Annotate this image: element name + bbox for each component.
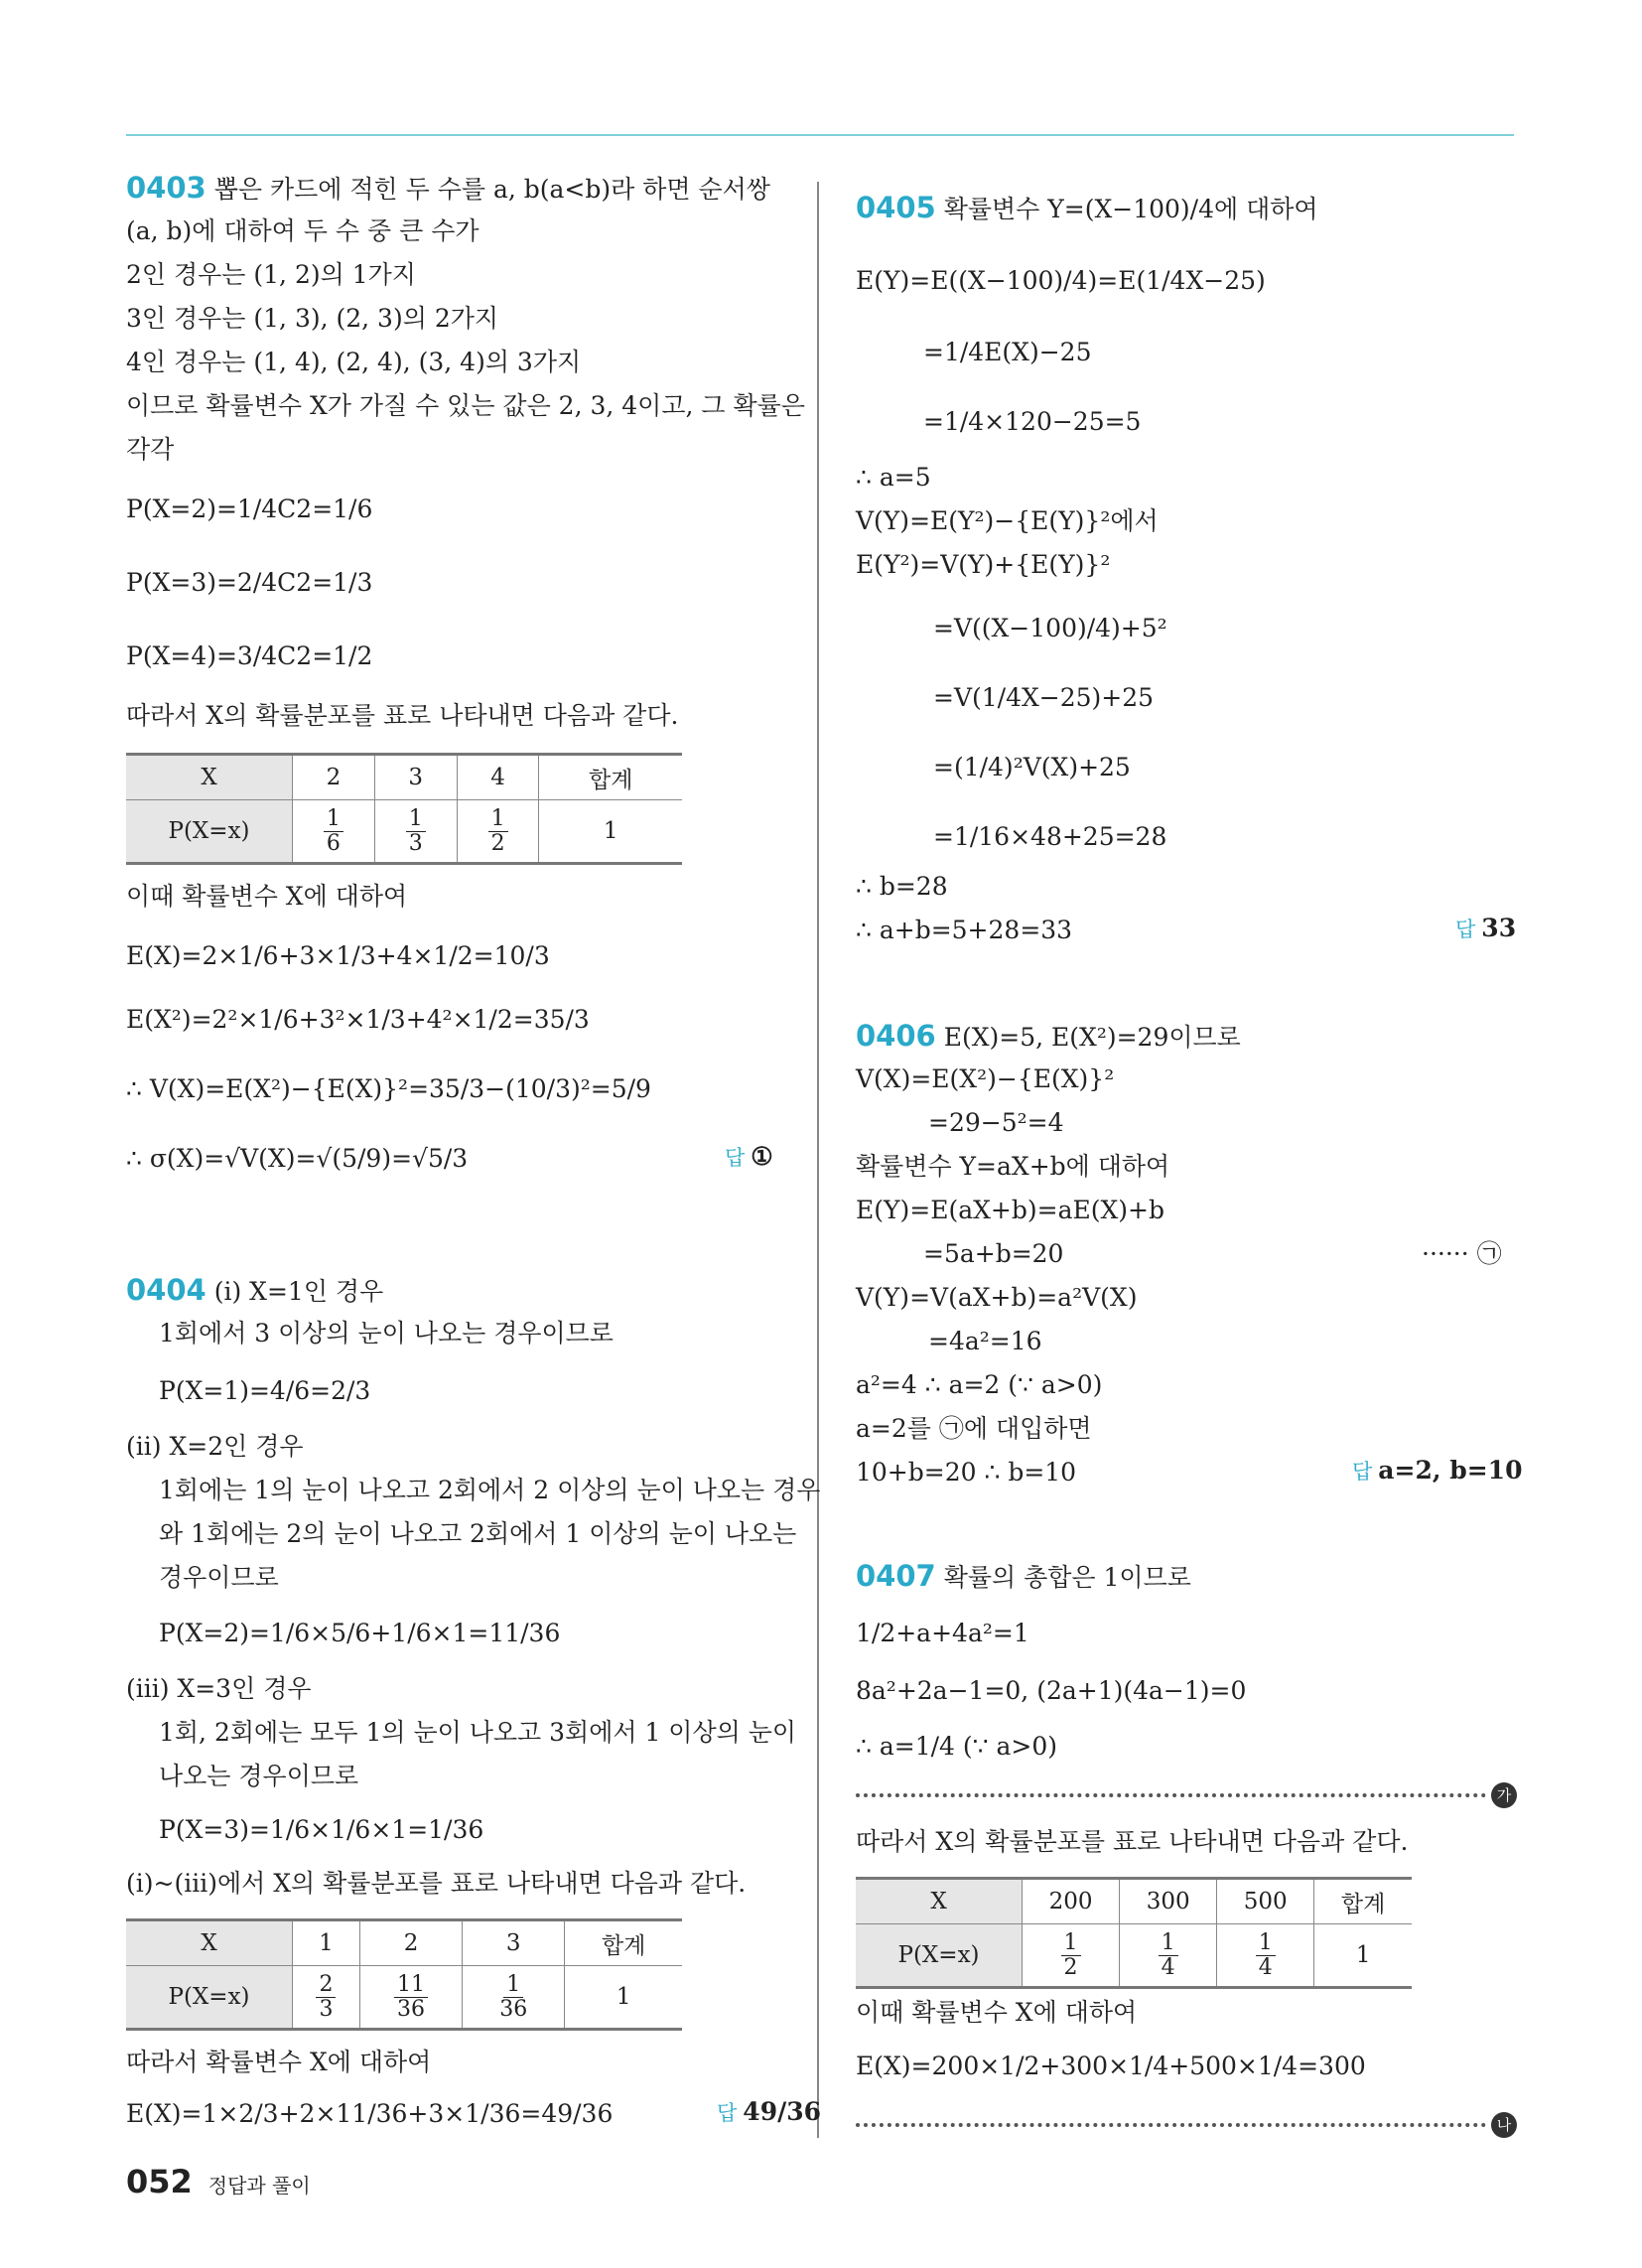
- p406-t: 확률변수 Y=aX+b에 대하여: [856, 1152, 1170, 1181]
- table-prob-cell: $\frac{1}{4}$: [1217, 1924, 1314, 1988]
- table-prob-cell: $\frac{1}{6}$: [293, 800, 375, 864]
- table-header-x: X: [126, 1920, 293, 1966]
- p404-case3-desc2: 나오는 경우이므로: [159, 1762, 359, 1790]
- p404-case2: (ii) X=2인 경우: [126, 1432, 304, 1461]
- section-mark-na: 나: [1491, 2112, 1517, 2138]
- page-number: 052: [126, 2163, 193, 2200]
- p405-e2: =1/4E(X)−25: [923, 338, 1092, 366]
- table-x-value: 300: [1120, 1879, 1217, 1924]
- p404-case3: (iii) X=3인 경우: [126, 1674, 312, 1703]
- p403-then: 이때 확률변수 X에 대하여: [126, 882, 408, 911]
- table-total-header: 합계: [565, 1920, 682, 1966]
- p405-e1: E(Y)=E((X−100)/4)=E(1/4X−25): [856, 266, 1266, 295]
- p406-intro: 0406 E(X)=5, E(X²)=29이므로: [856, 1019, 1241, 1053]
- table-prob-cell: $\frac{1}{36}$: [463, 1966, 565, 2030]
- table-header-p: P(X=x): [126, 800, 293, 864]
- p403-prob4: P(X=4)=3/4C2=1/2: [126, 641, 373, 670]
- p406-e2: =5a+b=20: [923, 1239, 1064, 1268]
- p403-ex2: E(X²)=2²×1/6+3²×1/3+4²×1/2=35/3: [126, 1005, 590, 1034]
- p403-text2: 각각: [126, 435, 175, 464]
- p403-sx: ∴ σ(X)=√V(X)=√(5/9)=√5/3: [126, 1144, 469, 1173]
- p407-s3: ∴ a=1/4 (∵ a>0): [856, 1732, 1058, 1761]
- table-total-cell: 1: [1314, 1924, 1412, 1988]
- p405-e3: =1/4×120−25=5: [923, 407, 1142, 436]
- p407-dist-intro: 따라서 X의 확률분포를 표로 나타내면 다음과 같다.: [856, 1827, 1409, 1856]
- p403-vx: ∴ V(X)=E(X²)−{E(X)}²=35/3−(10/3)²=5/9: [126, 1074, 651, 1103]
- table-x-value: 3: [374, 755, 457, 800]
- p404-case2-prob: P(X=2)=1/6×5/6+1/6×1=11/36: [159, 1619, 561, 1647]
- p406-eq-tag: ······ ㉠: [1422, 1239, 1502, 1268]
- table-prob-cell: $\frac{2}{3}$: [293, 1966, 360, 2030]
- p403-answer: 답 ①: [725, 1142, 773, 1171]
- table-x-value: 2: [359, 1920, 462, 1966]
- p405-v5: =(1/4)²V(X)+25: [933, 753, 1131, 781]
- p404-case1-prob: P(X=1)=4/6=2/3: [159, 1376, 371, 1405]
- p406-v3: V(Y)=V(aX+b)=a²V(X): [856, 1283, 1138, 1312]
- p403-case4: 4인 경우는 (1, 4), (2, 4), (3, 4)의 3가지: [126, 348, 582, 376]
- problem-number: 0407: [856, 1559, 936, 1593]
- p403-intro2: (a, b)에 대하여 두 수 중 큰 수가: [126, 216, 479, 245]
- p403-ex: E(X)=2×1/6+3×1/3+4×1/2=10/3: [126, 941, 550, 970]
- p403-text1: 이므로 확률변수 X가 가질 수 있는 값은 2, 3, 4이고, 그 확률은: [126, 391, 805, 420]
- p404-distribution-table: [126, 1918, 682, 2031]
- table-total-cell: 1: [539, 800, 682, 864]
- dotted-divider: [856, 1793, 1486, 1797]
- footer-label: 정답과 풀이: [207, 2174, 311, 2197]
- table-prob-cell: $\frac{1}{4}$: [1120, 1924, 1217, 1988]
- p407-s2: 8a²+2a−1=0, (2a+1)(4a−1)=0: [856, 1676, 1247, 1705]
- p404-dist-intro: (i)~(iii)에서 X의 확률분포를 표로 나타내면 다음과 같다.: [126, 1869, 747, 1898]
- p406-v4: =4a²=16: [928, 1327, 1042, 1355]
- p405-v3: =V((X−100)/4)+5²: [933, 614, 1167, 642]
- p407-distribution-table: [856, 1877, 1412, 1989]
- p403-intro1: 0403 뽑은 카드에 적힌 두 수를 a, b(a<b)라 하면 순서쌍: [126, 171, 770, 205]
- p403-prob3: P(X=3)=2/4C2=1/3: [126, 568, 373, 597]
- p404-case1: 0404 (i) X=1인 경우: [126, 1273, 384, 1307]
- p404-case1-desc: 1회에서 3 이상의 눈이 나오는 경우이므로: [159, 1319, 614, 1347]
- p407-then: 이때 확률변수 X에 대하여: [856, 1998, 1138, 2027]
- problem-number: 0403: [126, 171, 206, 205]
- table-header-p: P(X=x): [126, 1966, 293, 2030]
- table-x-value: 3: [463, 1920, 565, 1966]
- p405-a: ∴ a=5: [856, 463, 931, 492]
- table-x-value: 500: [1217, 1879, 1314, 1924]
- page-footer: [126, 2163, 311, 2200]
- p405-v4: =V(1/4X−25)+25: [933, 683, 1155, 712]
- table-prob-cell: $\frac{1}{3}$: [374, 800, 457, 864]
- p406-s2: a=2를 ㉠에 대입하면: [856, 1414, 1092, 1443]
- p405-v2: E(Y²)=V(Y)+{E(Y)}²: [856, 550, 1111, 579]
- table-prob-cell: $\frac{11}{36}$: [359, 1966, 462, 2030]
- column-divider: [817, 182, 819, 2138]
- table-total-cell: 1: [565, 1966, 682, 2030]
- p404-case2-desc1: 1회에는 1의 눈이 나오고 2회에서 2 이상의 눈이 나오는 경우: [159, 1476, 821, 1504]
- p404-case3-prob: P(X=3)=1/6×1/6×1=1/36: [159, 1815, 484, 1844]
- p406-v2: =29−5²=4: [928, 1108, 1064, 1137]
- p406-s3: 10+b=20 ∴ b=10: [856, 1458, 1077, 1487]
- header-rule: [126, 134, 1514, 136]
- p407-ex: E(X)=200×1/2+300×1/4+500×1/4=300: [856, 2052, 1366, 2080]
- table-x-value: 1: [293, 1920, 360, 1966]
- table-header-x: X: [856, 1879, 1023, 1924]
- table-x-value: 2: [293, 755, 375, 800]
- p403-case3: 3인 경우는 (1, 3), (2, 3)의 2가지: [126, 304, 499, 333]
- problem-number: 0404: [126, 1273, 206, 1307]
- table-header-x: X: [126, 755, 293, 800]
- p404-ex: E(X)=1×2/3+2×11/36+3×1/36=49/36: [126, 2099, 614, 2128]
- p406-s1: a²=4 ∴ a=2 (∵ a>0): [856, 1370, 1103, 1399]
- p405-answer: 답 33: [1455, 914, 1517, 942]
- p406-v1: V(X)=E(X²)−{E(X)}²: [856, 1064, 1115, 1093]
- p404-case2-desc3: 경우이므로: [159, 1563, 279, 1592]
- table-total-header: 합계: [1314, 1879, 1412, 1924]
- table-total-header: 합계: [539, 755, 682, 800]
- p404-answer: 답 49/36: [717, 2097, 822, 2126]
- p406-answer: 답 a=2, b=10: [1352, 1456, 1523, 1485]
- p406-e1: E(Y)=E(aX+b)=aE(X)+b: [856, 1196, 1164, 1224]
- table-prob-cell: $\frac{1}{2}$: [1023, 1924, 1120, 1988]
- p407-intro: 0407 확률의 총합은 1이므로: [856, 1559, 1191, 1593]
- p405-b: ∴ b=28: [856, 872, 948, 901]
- table-x-value: 4: [457, 755, 539, 800]
- table-prob-cell: $\frac{1}{2}$: [457, 800, 539, 864]
- p405-intro: 0405 확률변수 Y=(X−100)/4에 대하여: [856, 191, 1318, 224]
- table-x-value: 200: [1023, 1879, 1120, 1924]
- p403-case2: 2인 경우는 (1, 2)의 1가지: [126, 260, 416, 289]
- p403-prob2: P(X=2)=1/4C2=1/6: [126, 495, 373, 523]
- p404-then: 따라서 확률변수 X에 대하여: [126, 2048, 432, 2076]
- section-mark-ga: 가: [1491, 1782, 1517, 1808]
- p404-case3-desc1: 1회, 2회에는 모두 1의 눈이 나오고 3회에서 1 이상의 눈이: [159, 1718, 796, 1747]
- p403-distribution-table: [126, 753, 682, 865]
- table-header-p: P(X=x): [856, 1924, 1023, 1988]
- p403-dist-intro: 따라서 X의 확률분포를 표로 나타내면 다음과 같다.: [126, 701, 679, 730]
- problem-number: 0406: [856, 1019, 936, 1053]
- p405-v1: V(Y)=E(Y²)−{E(Y)}²에서: [856, 506, 1159, 535]
- problem-number: 0405: [856, 191, 936, 224]
- dotted-divider: [856, 2123, 1486, 2127]
- p405-v6: =1/16×48+25=28: [933, 822, 1167, 851]
- p405-sum: ∴ a+b=5+28=33: [856, 916, 1073, 944]
- p404-case2-desc2: 와 1회에는 2의 눈이 나오고 2회에서 1 이상의 눈이 나오는: [159, 1519, 797, 1548]
- p407-s1: 1/2+a+4a²=1: [856, 1619, 1029, 1647]
